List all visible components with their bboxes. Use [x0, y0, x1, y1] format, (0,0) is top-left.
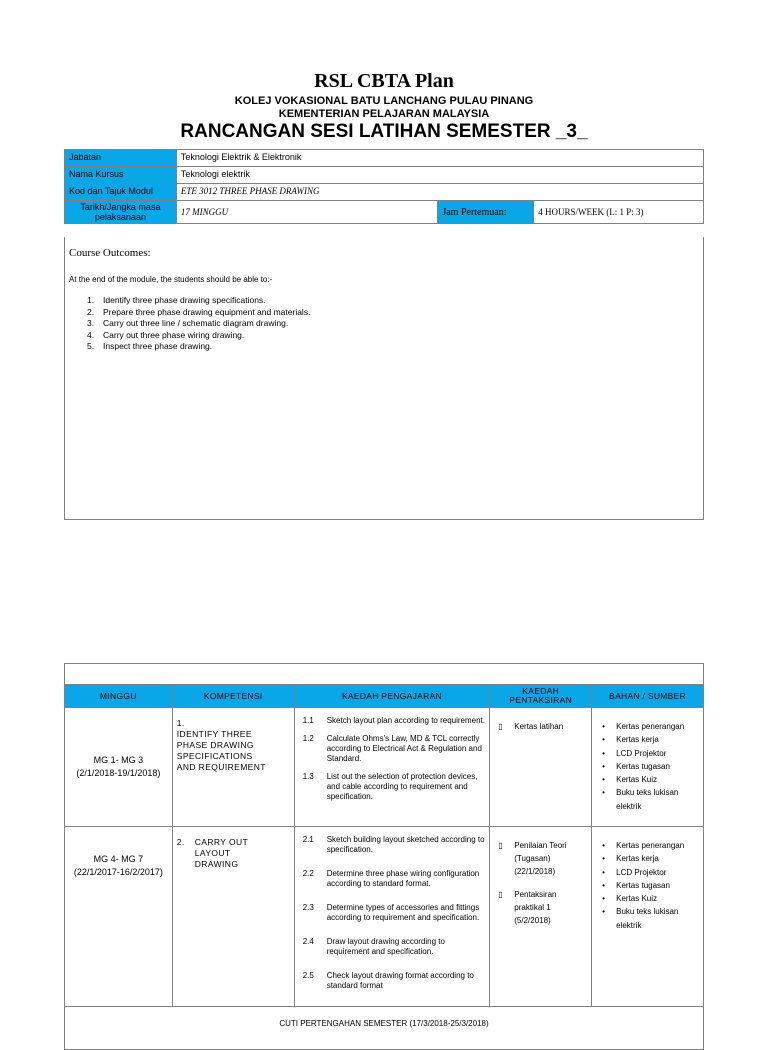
resource-text: Kertas tugasan — [616, 761, 670, 771]
jabatan-label: Jabatan — [65, 150, 177, 167]
week-cell — [65, 708, 173, 827]
bullet-icon: • — [602, 735, 605, 745]
method-number: 1.3 — [302, 772, 314, 781]
outcome-number: 1. — [87, 295, 95, 305]
modul-value: ETE 3012 THREE PHASE DRAWING — [176, 184, 703, 201]
ministry-name: KEMENTERIAN PELAJARAN MALAYSIA — [278, 108, 490, 120]
table-row — [65, 827, 704, 1007]
method-number: 2.1 — [302, 835, 314, 844]
info-row-modul — [65, 184, 704, 201]
resources-list — [602, 720, 699, 813]
method-item — [303, 716, 486, 726]
tarikh-label-line2: pelaksanaan — [94, 212, 146, 222]
bullet-icon: • — [602, 788, 605, 798]
method-item — [303, 903, 486, 923]
competency-cell — [172, 827, 294, 1007]
method-text: Determine types of accessories and fittings according to requirement and specification. — [326, 903, 480, 922]
outcome-item — [87, 307, 310, 319]
assessment-cell — [490, 827, 592, 1007]
method-number: 2.3 — [302, 903, 314, 912]
resource-text: Kertas penerangan — [616, 722, 685, 731]
mid-semester-break: CUTI PERTENGAHAN SEMESTER (17/3/2018-25/3/2018) — [65, 1007, 704, 1050]
resource-text: Kertas tugasan — [616, 880, 670, 890]
outcome-number: 3. — [87, 318, 95, 328]
assessment-item — [498, 888, 587, 927]
assessment-item — [498, 720, 587, 733]
resource-text: Kertas Kuiz — [616, 894, 658, 904]
header-kaedah-pentaksiran: KAEDAH PENTAKSIRAN — [490, 685, 592, 708]
info-row-kursus — [65, 167, 704, 184]
competency-text: CARRY OUT LAYOUT DRAWING — [194, 837, 248, 869]
resource-item — [602, 852, 699, 865]
resources-cell — [592, 827, 704, 1007]
resource-text: Kertas kerja — [616, 735, 659, 745]
resource-item — [602, 866, 699, 879]
bullet-icon: • — [602, 748, 605, 758]
method-item — [303, 734, 486, 764]
week-dates: (2/1/2018-19/1/2018) — [76, 768, 161, 778]
outcome-text: Prepare three phase drawing equipment and materials. — [103, 306, 311, 317]
bullet-icon: • — [602, 854, 605, 864]
tarikh-value: 17 MINGGU — [176, 201, 437, 224]
resource-item — [602, 786, 699, 813]
outcome-text: Carry out three phase wiring drawing. — [103, 329, 245, 340]
method-number: 2.2 — [302, 869, 314, 878]
method-text: Draw layout drawing according to requirement and specification. — [326, 937, 445, 956]
resource-item — [602, 839, 699, 852]
header-bahan-sumber: BAHAN / SUMBER — [592, 685, 704, 708]
outcome-number: 5. — [87, 341, 95, 351]
method-number: 1.1 — [302, 716, 314, 725]
methods-cell — [294, 708, 490, 827]
assessment-item — [498, 839, 587, 878]
outcome-text: Carry out three line / schematic diagram drawing. — [103, 318, 289, 328]
bullet-icon: • — [602, 894, 605, 904]
week-range: MG 4- MG 7 — [93, 854, 144, 864]
method-text: Calculate Ohms's Law, MD & TCL correctly according to Electrical Act & Regulation and Standard. — [326, 734, 482, 763]
resource-text: Kertas Kuiz — [616, 775, 658, 785]
table-row — [65, 708, 704, 827]
bullet-icon: • — [602, 867, 605, 877]
assessment-cell — [490, 708, 592, 827]
resource-item — [602, 733, 699, 746]
method-text: Determine three phase wiring configuration according to standard format. — [326, 869, 480, 888]
kursus-label: Nama Kursus — [65, 167, 177, 184]
resource-text: Buku teks lukisan elektrik — [616, 907, 679, 930]
info-row-tarikh — [65, 201, 704, 224]
tarikh-label — [65, 201, 177, 224]
outcome-item — [87, 330, 310, 342]
method-text: Sketch layout plan according to requirement. — [326, 716, 485, 725]
training-plan-table — [64, 663, 704, 1050]
resource-text: Kertas penerangan — [616, 841, 685, 850]
bullet-icon: • — [602, 907, 605, 917]
course-outcomes-intro: At the end of the module, the students should be able to:- — [69, 275, 273, 284]
bullet-icon: • — [602, 880, 605, 890]
main-heading: RANCANGAN SESI LATIHAN SEMESTER _3_ — [180, 121, 588, 142]
bullet-icon: • — [602, 841, 605, 850]
method-item — [303, 869, 486, 889]
resources-list — [602, 839, 699, 932]
kursus-value: Teknologi elektrik — [176, 167, 703, 184]
competency-cell — [172, 708, 294, 827]
info-row-jabatan — [65, 150, 704, 167]
method-item — [303, 772, 486, 802]
resource-text: Buku teks lukisan elektrik — [616, 788, 679, 811]
header-kaedah-pengajaran: KAEDAH PENGAJARAN — [294, 685, 490, 708]
institution-name: KOLEJ VOKASIONAL BATU LANCHANG PULAU PINANG — [234, 95, 534, 107]
week-range: MG 1- MG 3 — [93, 755, 144, 765]
outcome-text: Identify three phase drawing specifications. — [103, 295, 266, 305]
header-minggu: MINGGU — [65, 685, 173, 708]
competency-number: 1. — [176, 718, 185, 728]
tarikh-label-line1: Tarikh/Jangka masa — [80, 202, 161, 212]
outcome-item — [87, 341, 310, 353]
week-cell — [65, 827, 173, 1007]
outcome-item — [87, 318, 310, 330]
resource-item — [602, 879, 699, 892]
outcome-item — [87, 295, 310, 307]
bullet-icon: • — [602, 761, 605, 771]
resource-text: LCD Projektor — [616, 748, 667, 758]
jam-label: Jam Pertemuan: — [438, 201, 534, 224]
method-item — [303, 971, 486, 991]
bullet-icon: • — [602, 722, 605, 731]
resource-item — [602, 760, 699, 773]
resource-item — [602, 747, 699, 760]
resource-item — [602, 905, 699, 932]
method-number: 1.2 — [302, 734, 314, 743]
header-kompetensi: KOMPETENSI — [172, 685, 294, 708]
bullet-icon: ▯ — [498, 890, 503, 899]
method-item — [303, 835, 486, 855]
modul-label: Kod dan Tajuk Modul — [65, 184, 177, 201]
course-outcomes-box — [64, 237, 704, 520]
course-outcomes-list — [87, 295, 310, 353]
plan-top-row — [65, 664, 704, 685]
assessment-text: Pentaksiran praktikal 1 (5/2/2018) — [514, 890, 557, 925]
week-dates: (22/1/2017-16/2/2017) — [73, 867, 163, 877]
jam-value: 4 HOURS/WEEK (L: 1 P: 3) — [534, 201, 704, 224]
outcome-number: 4. — [87, 329, 95, 340]
cuti-row — [65, 1007, 704, 1050]
bullet-icon: • — [602, 775, 605, 785]
method-text: Check layout drawing format according to standard format — [326, 971, 474, 990]
method-text: Sketch building layout sketched according to specification. — [326, 835, 485, 854]
outcome-text: Inspect three phase drawing. — [103, 341, 213, 351]
method-number: 2.5 — [302, 971, 314, 980]
resources-cell — [592, 708, 704, 827]
resource-item — [602, 892, 699, 905]
resource-item — [602, 720, 699, 733]
resource-text: LCD Projektor — [616, 867, 667, 877]
resource-text: Kertas kerja — [616, 854, 659, 864]
plan-top-blank — [65, 664, 704, 685]
assessment-text: Kertas latihan — [514, 722, 564, 731]
competency-text: IDENTIFY THREE PHASE DRAWING SPECIFICATIONS AND REQUIREMENT — [176, 729, 266, 772]
method-text: List out the selection of protection devices, and cable according to requirement and specification. — [326, 772, 478, 801]
methods-cell — [294, 827, 490, 1007]
method-number: 2.4 — [302, 937, 314, 946]
plan-header-row — [65, 685, 704, 708]
outcome-number: 2. — [87, 306, 95, 317]
jabatan-value: Teknologi Elektrik & Elektronik — [176, 150, 703, 167]
bullet-icon: ▯ — [498, 841, 503, 850]
method-item — [303, 937, 486, 957]
info-table — [64, 149, 704, 224]
assessment-text: Penilaian Teori (Tugasan) (22/1/2018) — [514, 841, 567, 876]
document-title: RSL CBTA Plan — [314, 70, 454, 92]
course-outcomes-label: Course Outcomes: — [69, 247, 151, 259]
resource-item — [602, 773, 699, 786]
bullet-icon: ▯ — [498, 722, 503, 731]
competency-number: 2. — [176, 837, 185, 847]
